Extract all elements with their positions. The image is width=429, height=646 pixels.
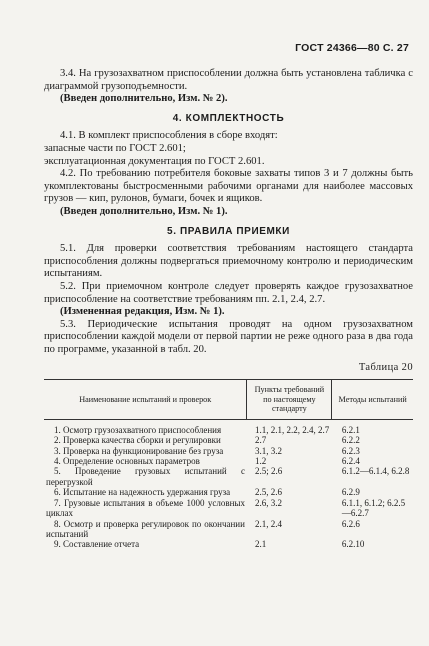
table-cell: 3. Проверка на функционирование без груза — [54, 445, 224, 456]
table-cell: 6.2.9 — [341, 487, 360, 498]
table-row — [44, 446, 413, 456]
table-caption: Таблица 20 — [358, 362, 413, 374]
table-cell: 1. Осмотр грузозахватного приспособления — [54, 424, 222, 435]
table-cell: 6.1.1, 6.1.2; 6.2.5—6.2.7 — [341, 497, 406, 519]
table-row — [44, 466, 413, 487]
section-title-5: 5. ПРАВИЛА ПРИЕМКИ — [167, 225, 290, 237]
document-body — [44, 68, 413, 550]
column-header: Пункты требований по настоящему стандарту — [247, 380, 332, 420]
table-row — [44, 419, 413, 435]
table-cell: 1.2 — [254, 456, 267, 467]
table-cell: 6.2.10 — [341, 539, 365, 550]
table-row — [44, 435, 413, 445]
table-row — [44, 498, 413, 519]
column-header: Наименование испытаний и проверок — [44, 380, 247, 420]
paragraph-4-2: 4.2. По требованию потребителя боковые захваты типов 3 и 7 должны быть укомплектованы быстросменными рабочими органами для наиболее массовых грузов — кип, рулонов, бумаги, бочек и ящиков. — [44, 168, 413, 205]
table-row — [44, 487, 413, 497]
amendment-note: (Введен дополнительно, Изм. № 2). — [60, 93, 228, 105]
table-cell: 8. Осмотр и проверка регулировок по окончании испытаний — [46, 518, 245, 539]
table-cell: 6.2.3 — [341, 445, 360, 456]
paragraph-5-3: 5.3. Периодические испытания проводят на одном грузозахватном приспособлении каждой модели от первой партии не реже одного раза в два года по программе, указанной в табл. 20. — [44, 318, 413, 355]
table-cell: 7. Грузовые испытания в объеме 1000 условных циклах — [46, 497, 245, 519]
amendment-note: (Введен дополнительно, Изм. № 1). — [60, 205, 228, 217]
table-cell: 6.2.1 — [341, 424, 360, 435]
table-cell: 6.2.6 — [341, 518, 360, 529]
table-cell: 2. Проверка качества сборки и регулировки — [54, 435, 221, 446]
table-cell: 2.6, 3.2 — [254, 497, 282, 508]
table-cell: 2.1, 2.4 — [254, 518, 282, 529]
table-cell: 3.1, 3.2 — [254, 445, 282, 456]
paragraph-4-1: 4.1. В комплект приспособления в сборе входят: — [60, 130, 278, 142]
table-cell: 6.2.4 — [341, 456, 360, 467]
table-cell: 6.1.2—6.1.4, 6.2.8 — [341, 466, 410, 477]
paragraph-4-1-item: запасные части по ГОСТ 2.601; — [44, 142, 186, 154]
table-row — [44, 539, 413, 549]
column-header: Методы испытаний — [332, 380, 413, 420]
paragraph-5-2: 5.2. При приемочном контроле следует проверять каждое грузозахватное приспособление на соответствие требованиям пп. 2.1, 2.4, 2.7. — [44, 280, 413, 305]
table-cell: 5. Проведение грузовых испытаний с перегрузкой — [46, 466, 245, 487]
table-cell: 2.5, 2.6 — [254, 487, 282, 498]
table-cell: 2.1 — [254, 539, 267, 550]
table-header-row — [44, 380, 413, 420]
section-title-4: 4. КОМПЛЕКТНОСТЬ — [172, 112, 285, 124]
tests-table — [44, 379, 413, 550]
table-cell: 6.2.2 — [341, 435, 360, 446]
amendment-note: (Измененная редакция, Изм. № 1). — [60, 306, 225, 318]
table-cell: 9. Составление отчета — [54, 539, 140, 550]
table-row — [44, 519, 413, 540]
table-cell: 4. Определение основных параметров — [54, 456, 200, 467]
table-row — [44, 456, 413, 466]
table-cell: 2.5; 2.6 — [254, 466, 283, 477]
table-cell: 1.1, 2.1, 2.2, 2.4, 2.7 — [254, 424, 330, 435]
page-header: ГОСТ 24366—80 С. 27 — [295, 42, 409, 54]
paragraph-4-1-item: эксплуатационная документация по ГОСТ 2.601. — [44, 155, 265, 167]
paragraph-3-4: 3.4. На грузозахватном приспособлении должна быть установлена табличка с диаграммой грузоподъемности. — [44, 68, 413, 92]
table-cell: 6. Испытание на надежность удержания груза — [54, 487, 231, 498]
table-cell: 2.7 — [254, 435, 267, 446]
paragraph-5-1: 5.1. Для проверки соответствия требованиям настоящего стандарта приспособления должны подвергаться приемочному контролю и периодическим испытаниям. — [44, 243, 413, 280]
